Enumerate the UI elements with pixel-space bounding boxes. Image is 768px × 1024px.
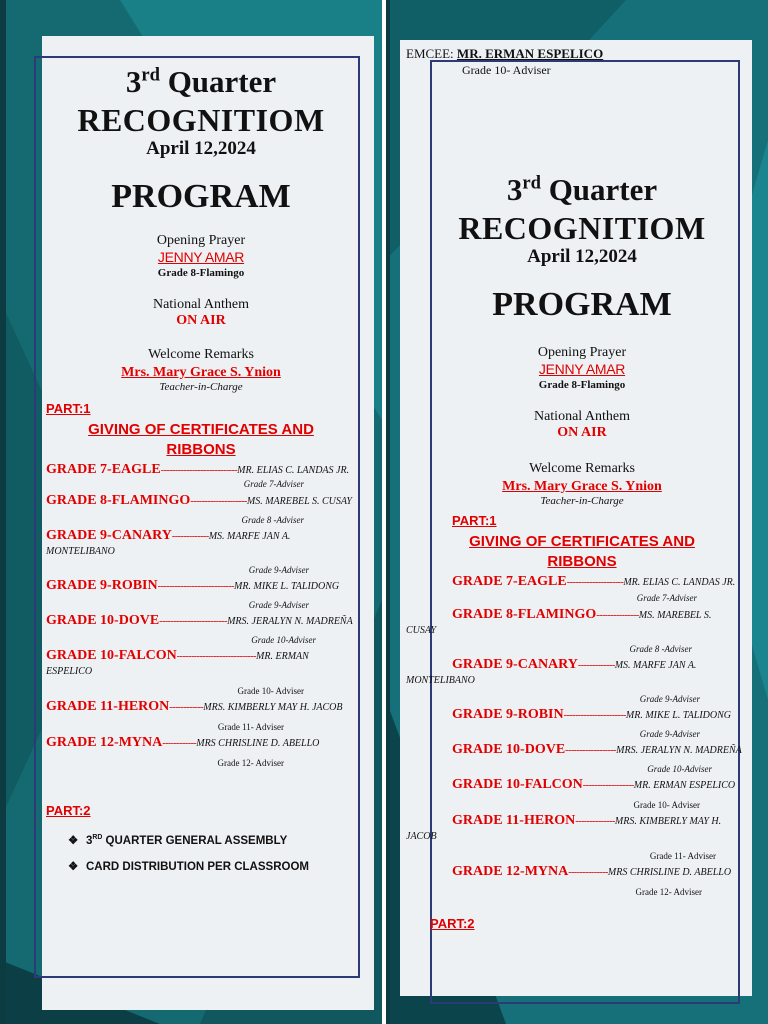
program-content xyxy=(36,66,366,880)
part1-heading: GIVING OF CERTIFICATES AND RIBBONS xyxy=(88,421,314,458)
opening-prayer-grade: Grade 8-Flamingo xyxy=(157,267,245,279)
anthem-value: ON AIR xyxy=(557,425,607,440)
emcee-role: Grade 10- Adviser xyxy=(462,63,551,77)
grade-entry: GRADE 8-FLAMINGO---------------MS. MAREBEL S. CUSAY Grade 8 -Adviser xyxy=(406,607,712,654)
recognition-title: RECOGNITIOM xyxy=(77,102,325,138)
grade-entry: GRADE 12-MYNA--------------MRS CHRISLINE D. ABELLO Grade 12- Adviser xyxy=(452,864,732,897)
part1-label: PART:1 xyxy=(452,513,497,528)
grade-entry: GRADE 9-ROBIN----------------------MR. MIKE L. TALIDONG Grade 9-Adviser xyxy=(452,707,731,739)
opening-prayer-name: JENNY AMAR xyxy=(538,361,626,377)
grade-entry: GRADE 8-FLAMINGO--------------------MS. MAREBEL S. CUSAY Grade 8 -Adviser xyxy=(46,493,352,525)
event-date: April 12,2024 xyxy=(527,246,637,267)
anthem-label: National Anthem xyxy=(152,297,250,312)
grade-entry: GRADE 9-CANARY-------------MS. MARFE JAN A. MONTELIBANO Grade 9-Adviser xyxy=(406,657,700,704)
grade-entry: GRADE 10-DOVE------------------------MRS. JERALYN N. MADREÑA Grade 10-Adviser xyxy=(46,613,353,645)
grade-list xyxy=(402,574,762,898)
opening-prayer-grade: Grade 8-Flamingo xyxy=(538,379,626,391)
part2-list xyxy=(36,828,366,880)
opening-prayer-label: Opening Prayer xyxy=(156,233,246,248)
part1-heading: GIVING OF CERTIFICATES AND RIBBONS xyxy=(469,533,695,570)
grade-entry: GRADE 10-FALCON------------------MR. ERMAN ESPELICO Grade 10- Adviser xyxy=(452,777,736,810)
quarter-title: 3rd Quarter xyxy=(125,64,277,99)
grade-entry: GRADE 9-CANARY-------------MS. MARFE JAN A. MONTELIBANO Grade 9-Adviser xyxy=(46,528,309,575)
opening-prayer-name: JENNY AMAR xyxy=(157,249,245,265)
grade-entry: GRADE 7-EAGLE---------------------------MR. ELIAS C. LANDAS JR. Grade 7-Adviser xyxy=(46,462,350,489)
part2-item: ❖ CARD DISTRIBUTION PER CLASSROOM xyxy=(68,854,366,880)
welcome-label: Welcome Remarks xyxy=(529,461,635,476)
grade-entry: GRADE 11-HERON------------MRS. KIMBERLY MAY H. JACOB Grade 11- Adviser xyxy=(46,699,343,732)
welcome-speaker: Mrs. Mary Grace S. Ynion xyxy=(502,479,662,494)
emcee-name: MR. ERMAN ESPELICO xyxy=(456,46,604,61)
grade-entry: GRADE 10-DOVE------------------MRS. JERALYN N. MADREÑA Grade 10-Adviser xyxy=(452,742,742,774)
part2-label: PART:2 xyxy=(46,803,91,818)
grade-entry: GRADE 11-HERON--------------MRS. KIMBERLY MAY H. JACOB Grade 11- Adviser xyxy=(406,813,722,861)
right-panel xyxy=(386,0,768,1024)
part1-label: PART:1 xyxy=(46,401,91,416)
grade-entry: GRADE 7-EAGLE--------------------MR. ELIAS C. LANDAS JR. Grade 7-Adviser xyxy=(452,574,736,603)
part2-item: ❖ 3RD QUARTER GENERAL ASSEMBLY xyxy=(68,828,366,854)
program-content xyxy=(402,174,762,931)
quarter-title: 3rd Quarter xyxy=(506,172,658,207)
anthem-label: National Anthem xyxy=(533,409,631,424)
event-date: April 12,2024 xyxy=(146,138,256,159)
program-heading: PROGRAM xyxy=(492,286,672,323)
anthem-value: ON AIR xyxy=(176,313,226,328)
recognition-title: RECOGNITIOM xyxy=(458,210,706,246)
emcee-block: EMCEE: MR. ERMAN ESPELICO xyxy=(406,46,604,61)
welcome-speaker-role: Teacher-in-Charge xyxy=(159,381,243,393)
grade-list xyxy=(36,462,366,769)
welcome-speaker-role: Teacher-in-Charge xyxy=(540,495,624,507)
program-heading: PROGRAM xyxy=(111,178,291,215)
grade-entry: GRADE 10-FALCON----------------------------MR. ERMAN ESPELICO Grade 10- Adviser xyxy=(46,648,309,696)
left-panel xyxy=(0,0,382,1024)
opening-prayer-label: Opening Prayer xyxy=(537,345,627,360)
welcome-speaker: Mrs. Mary Grace S. Ynion xyxy=(121,365,281,380)
diamond-bullet-icon: ❖ xyxy=(68,861,79,873)
grade-entry: GRADE 9-ROBIN---------------------------MR. MIKE L. TALIDONG Grade 9-Adviser xyxy=(46,578,340,610)
grade-entry: GRADE 12-MYNA------------MRS CHRISLINE D. ABELLO Grade 12- Adviser xyxy=(46,735,320,768)
welcome-label: Welcome Remarks xyxy=(148,347,254,362)
part2-label: PART:2 xyxy=(430,916,475,931)
diamond-bullet-icon: ❖ xyxy=(68,835,79,847)
